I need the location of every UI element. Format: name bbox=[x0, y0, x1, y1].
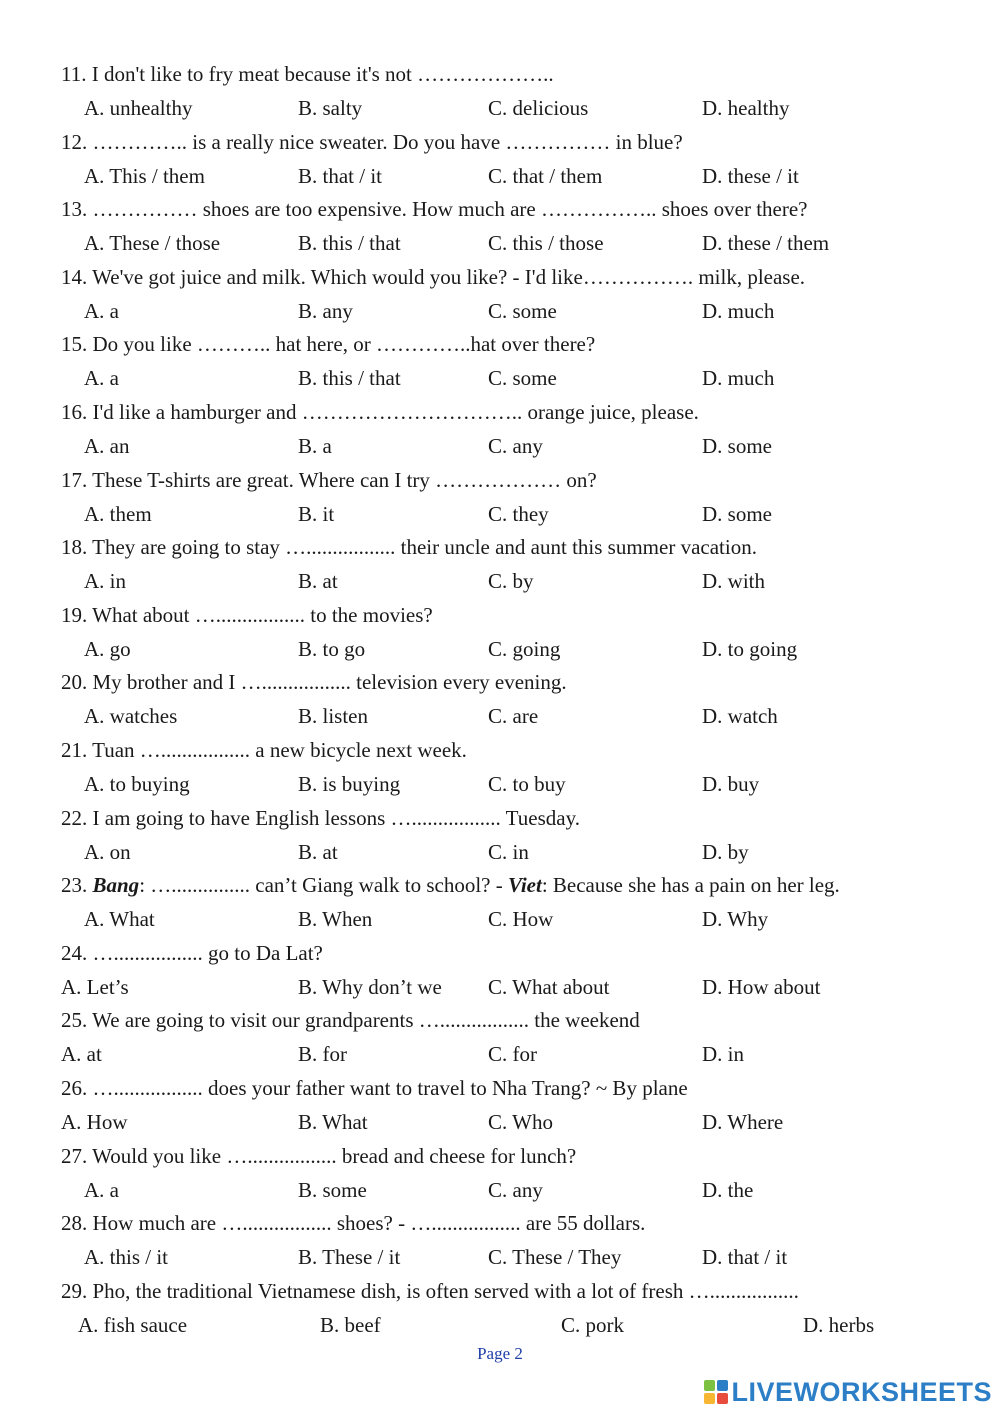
question-18 bbox=[0, 529, 1000, 597]
option-b[interactable]: B. to go bbox=[298, 636, 366, 661]
option-a[interactable]: A. How bbox=[61, 1109, 128, 1134]
option-d[interactable]: D. How about bbox=[702, 974, 821, 999]
option-d[interactable]: D. that / it bbox=[702, 1245, 788, 1270]
question-20 bbox=[0, 664, 1000, 732]
question-number: 23. bbox=[61, 873, 93, 898]
option-c[interactable]: C. delicious bbox=[488, 96, 589, 120]
question-27 bbox=[0, 1138, 1000, 1206]
logo-square bbox=[704, 1393, 715, 1404]
option-c[interactable]: C. What about bbox=[488, 974, 610, 999]
question-stem: 21. Tuan …................. a new bicycle next week. bbox=[61, 737, 467, 762]
option-c[interactable]: C. some bbox=[488, 298, 557, 323]
question-stem: 24. …................. go to Da Lat? bbox=[61, 940, 323, 965]
question-13 bbox=[0, 191, 1000, 259]
option-c[interactable]: C. pork bbox=[561, 1312, 624, 1337]
option-b[interactable]: B. this / that bbox=[298, 231, 401, 256]
option-a[interactable]: A. watches bbox=[84, 704, 178, 729]
question-26 bbox=[0, 1070, 1000, 1138]
option-a[interactable]: A. them bbox=[84, 501, 152, 526]
option-d[interactable]: D. much bbox=[702, 298, 775, 323]
speaker-name: Viet bbox=[507, 873, 542, 898]
option-c[interactable]: C. These / They bbox=[488, 1245, 622, 1270]
option-d[interactable]: D. with bbox=[702, 569, 765, 594]
option-d[interactable]: D. Why bbox=[702, 907, 769, 932]
option-b[interactable]: B. beef bbox=[320, 1312, 381, 1337]
question-stem: 28. How much are …................. shoes? - …................. are 55 dollars. bbox=[61, 1211, 646, 1236]
page-number: Page 2 bbox=[477, 1344, 523, 1363]
option-b[interactable]: B. that / it bbox=[298, 163, 382, 188]
question-29 bbox=[0, 1273, 1000, 1341]
option-d[interactable]: D. in bbox=[702, 1042, 744, 1067]
question-12 bbox=[0, 124, 1000, 192]
option-b[interactable]: B. a bbox=[298, 433, 332, 458]
option-d[interactable]: D. the bbox=[702, 1177, 754, 1202]
logo-square bbox=[704, 1380, 715, 1391]
question-stem: 17. These T-shirts are great. Where can I try ……………… on? bbox=[61, 467, 597, 492]
option-b[interactable]: B. for bbox=[298, 1042, 347, 1067]
option-b[interactable]: B. some bbox=[298, 1177, 367, 1202]
option-b[interactable]: B. listen bbox=[298, 704, 369, 729]
option-b[interactable]: B. What bbox=[298, 1109, 368, 1134]
question-14 bbox=[0, 259, 1000, 327]
option-c[interactable]: C. Who bbox=[488, 1109, 553, 1134]
option-b[interactable]: B. this / that bbox=[298, 366, 401, 391]
stem-text: : …............... can’t Giang walk to school? - bbox=[139, 873, 508, 898]
option-a[interactable]: A. an bbox=[84, 433, 130, 458]
question-stem: 19. What about …................. to the movies? bbox=[61, 602, 433, 627]
question-stem: 18. They are going to stay …................. their uncle and aunt this summer vacation. bbox=[61, 535, 757, 560]
question-11 bbox=[0, 56, 1000, 124]
question-17 bbox=[0, 462, 1000, 530]
option-c[interactable]: C. to buy bbox=[488, 771, 566, 796]
question-22 bbox=[0, 800, 1000, 868]
speaker-name: Bang bbox=[92, 873, 140, 898]
option-c[interactable]: C. going bbox=[488, 636, 561, 661]
option-a[interactable]: A. at bbox=[61, 1042, 102, 1067]
option-b[interactable]: B. at bbox=[298, 569, 338, 594]
question-stem: 20. My brother and I …................. television every evening. bbox=[61, 670, 567, 695]
option-a[interactable]: A. go bbox=[84, 636, 131, 661]
option-a[interactable]: A. These / those bbox=[84, 231, 221, 256]
question-stem: 25. We are going to visit our grandparents …................. the weekend bbox=[61, 1008, 640, 1033]
question-stem: 22. I am going to have English lessons …................. Tuesday. bbox=[61, 805, 580, 830]
question-stem: 11. I don't like to fry meat because it's not ……………….. bbox=[61, 62, 554, 86]
option-d[interactable]: D. these / them bbox=[702, 231, 830, 256]
option-b[interactable]: B. salty bbox=[298, 96, 363, 120]
question-stem: 15. Do you like ……….. hat here, or …………..hat over there? bbox=[61, 332, 596, 357]
option-c[interactable]: C. for bbox=[488, 1042, 537, 1067]
option-b[interactable]: B. is buying bbox=[298, 771, 401, 796]
option-d[interactable]: D. some bbox=[702, 433, 772, 458]
option-a[interactable]: A. a bbox=[84, 366, 119, 391]
option-c[interactable]: C. any bbox=[488, 1177, 543, 1202]
option-a[interactable]: A. a bbox=[84, 298, 119, 323]
option-a[interactable]: A. unhealthy bbox=[84, 96, 193, 120]
option-c[interactable]: C. in bbox=[488, 839, 529, 864]
option-d[interactable]: D. some bbox=[702, 501, 772, 526]
question-23 bbox=[0, 867, 1000, 935]
option-a[interactable]: A. a bbox=[84, 1177, 119, 1202]
question-stem: 29. Pho, the traditional Vietnamese dish, is often served with a lot of fresh …................. bbox=[61, 1278, 799, 1303]
option-d[interactable]: D. healthy bbox=[702, 96, 790, 120]
logo-square bbox=[717, 1380, 728, 1391]
option-c[interactable]: C. that / them bbox=[488, 163, 603, 188]
question-28 bbox=[0, 1205, 1000, 1273]
brand-name: LIVEWORKSHEETS bbox=[731, 1376, 992, 1407]
option-d[interactable]: D. to going bbox=[702, 636, 798, 661]
option-b[interactable]: B. it bbox=[298, 501, 335, 526]
option-d[interactable]: D. much bbox=[702, 366, 775, 391]
question-stem: 16. I'd like a hamburger and ………………………….. orange juice, please. bbox=[61, 399, 699, 424]
option-c[interactable]: C. are bbox=[488, 704, 539, 729]
option-c[interactable]: C. How bbox=[488, 907, 554, 932]
option-d[interactable]: D. watch bbox=[702, 704, 778, 729]
question-21 bbox=[0, 732, 1000, 800]
logo-squares-icon bbox=[704, 1380, 728, 1404]
stem-text: : Because she has a pain on her leg. bbox=[541, 873, 840, 898]
option-c[interactable]: C. by bbox=[488, 569, 534, 594]
liveworksheets-logo bbox=[704, 1377, 992, 1407]
question-stem: 26. …................. does your father want to travel to Nha Trang? ~ By plane bbox=[61, 1075, 688, 1100]
option-a[interactable]: A. to buying bbox=[84, 771, 190, 796]
option-a[interactable]: A. this / it bbox=[84, 1245, 169, 1270]
option-c[interactable]: C. they bbox=[488, 501, 549, 526]
question-stem bbox=[61, 871, 840, 899]
option-d[interactable]: D. by bbox=[702, 839, 749, 864]
question-24 bbox=[0, 935, 1000, 1003]
option-a[interactable]: A. This / them bbox=[84, 163, 205, 188]
option-d[interactable]: D. herbs bbox=[803, 1312, 875, 1337]
logo-square bbox=[717, 1393, 728, 1404]
question-19 bbox=[0, 597, 1000, 665]
option-a[interactable]: A. fish sauce bbox=[78, 1312, 188, 1337]
option-a[interactable]: A. What bbox=[84, 907, 155, 932]
option-c[interactable]: C. this / those bbox=[488, 231, 604, 256]
question-25 bbox=[0, 1002, 1000, 1070]
option-d[interactable]: D. these / it bbox=[702, 163, 799, 188]
option-a[interactable]: A. on bbox=[84, 839, 131, 864]
option-c[interactable]: C. any bbox=[488, 433, 543, 458]
question-stem: 12. ………….. is a really nice sweater. Do you have …………… in blue? bbox=[61, 129, 683, 154]
option-d[interactable]: D. buy bbox=[702, 771, 760, 796]
option-b[interactable]: B. any bbox=[298, 298, 353, 323]
option-c[interactable]: C. some bbox=[488, 366, 557, 391]
option-b[interactable]: B. Why don’t we bbox=[298, 974, 442, 999]
worksheet bbox=[0, 56, 1000, 1340]
option-a[interactable]: A. Let’s bbox=[61, 974, 129, 999]
question-16 bbox=[0, 394, 1000, 462]
option-d[interactable]: D. Where bbox=[702, 1109, 784, 1134]
question-stem: 14. We've got juice and milk. Which would you like? - I'd like……………. milk, please. bbox=[61, 264, 806, 289]
option-b[interactable]: B. at bbox=[298, 839, 338, 864]
question-stem: 13. …………… shoes are too expensive. How much are …………….. shoes over there? bbox=[61, 197, 808, 222]
option-a[interactable]: A. in bbox=[84, 569, 126, 594]
question-15 bbox=[0, 326, 1000, 394]
option-b[interactable]: B. When bbox=[298, 907, 373, 932]
option-b[interactable]: B. These / it bbox=[298, 1245, 401, 1270]
question-stem: 27. Would you like …................. bread and cheese for lunch? bbox=[61, 1143, 577, 1168]
